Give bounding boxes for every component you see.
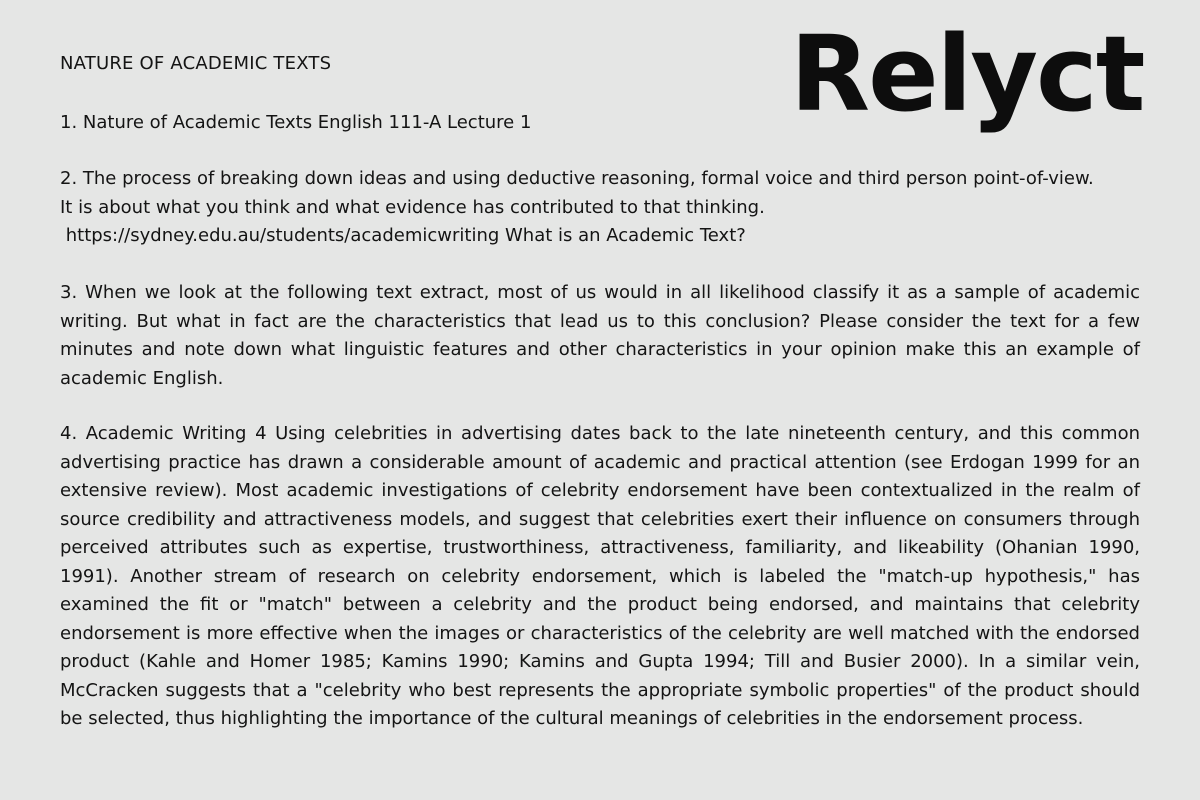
paragraph-1: 1. Nature of Academic Texts English 111-A Lecture 1 bbox=[60, 112, 532, 133]
paragraph-4: 4. Academic Writing 4 Using celebrities in advertising dates back to the late nineteenth century, and this common advertising practice has drawn a considerable amount of academic and practical attention (see Erdogan 1999 for an extensive review). Most academic investigations of celebrity endorsement have been contextualized in the realm of source credibility and attractiveness models, and suggest that celebrities exert their influence on consumers through perceived attributes such as expertise, trustworthiness, attractiveness, familiarity, and likeability (Ohanian 1990, 1991). Another stream of research on celebrity endorsement, which is labeled the "match-up hypothesis," has examined the fit or "match" between a celebrity and the product being endorsed, and maintains that celebrity endorsement is more effective when the images or characteristics of the celebrity are well matched with the endorsed product (Kahle and Homer 1985; Kamins 1990; Kamins and Gupta 1994; Till and Busier 2000). In a similar vein, McCracken suggests that a "celebrity who best represents the appropriate symbolic properties" of the product should be selected, thus highlighting the importance of the cultural meanings of celebrities in the endorsement process. bbox=[60, 423, 1140, 729]
paragraph-2-line-2: It is about what you think and what evidence has contributed to that thinking. bbox=[60, 196, 765, 218]
paragraph-3: 3. When we look at the following text extract, most of us would in all likelihood classify it as a sample of academic writing. But what in fact are the characteristics that lead us to this conclusion? Please consider the text for a few minutes and note down what linguistic features and other characteristics in your opinion make this an example of academic English. bbox=[60, 282, 1140, 389]
paragraph-2-line-1: 2. The process of breaking down ideas and using deductive reasoning, formal voice and third person point-of-view. bbox=[60, 168, 1094, 189]
paragraph-2 bbox=[60, 165, 1140, 251]
brand-logo: Relyct bbox=[790, 13, 1144, 135]
paragraph-2-line-3: https://sydney.edu.au/students/academicwriting What is an Academic Text? bbox=[60, 225, 746, 246]
document-heading: NATURE OF ACADEMIC TEXTS bbox=[60, 53, 332, 74]
